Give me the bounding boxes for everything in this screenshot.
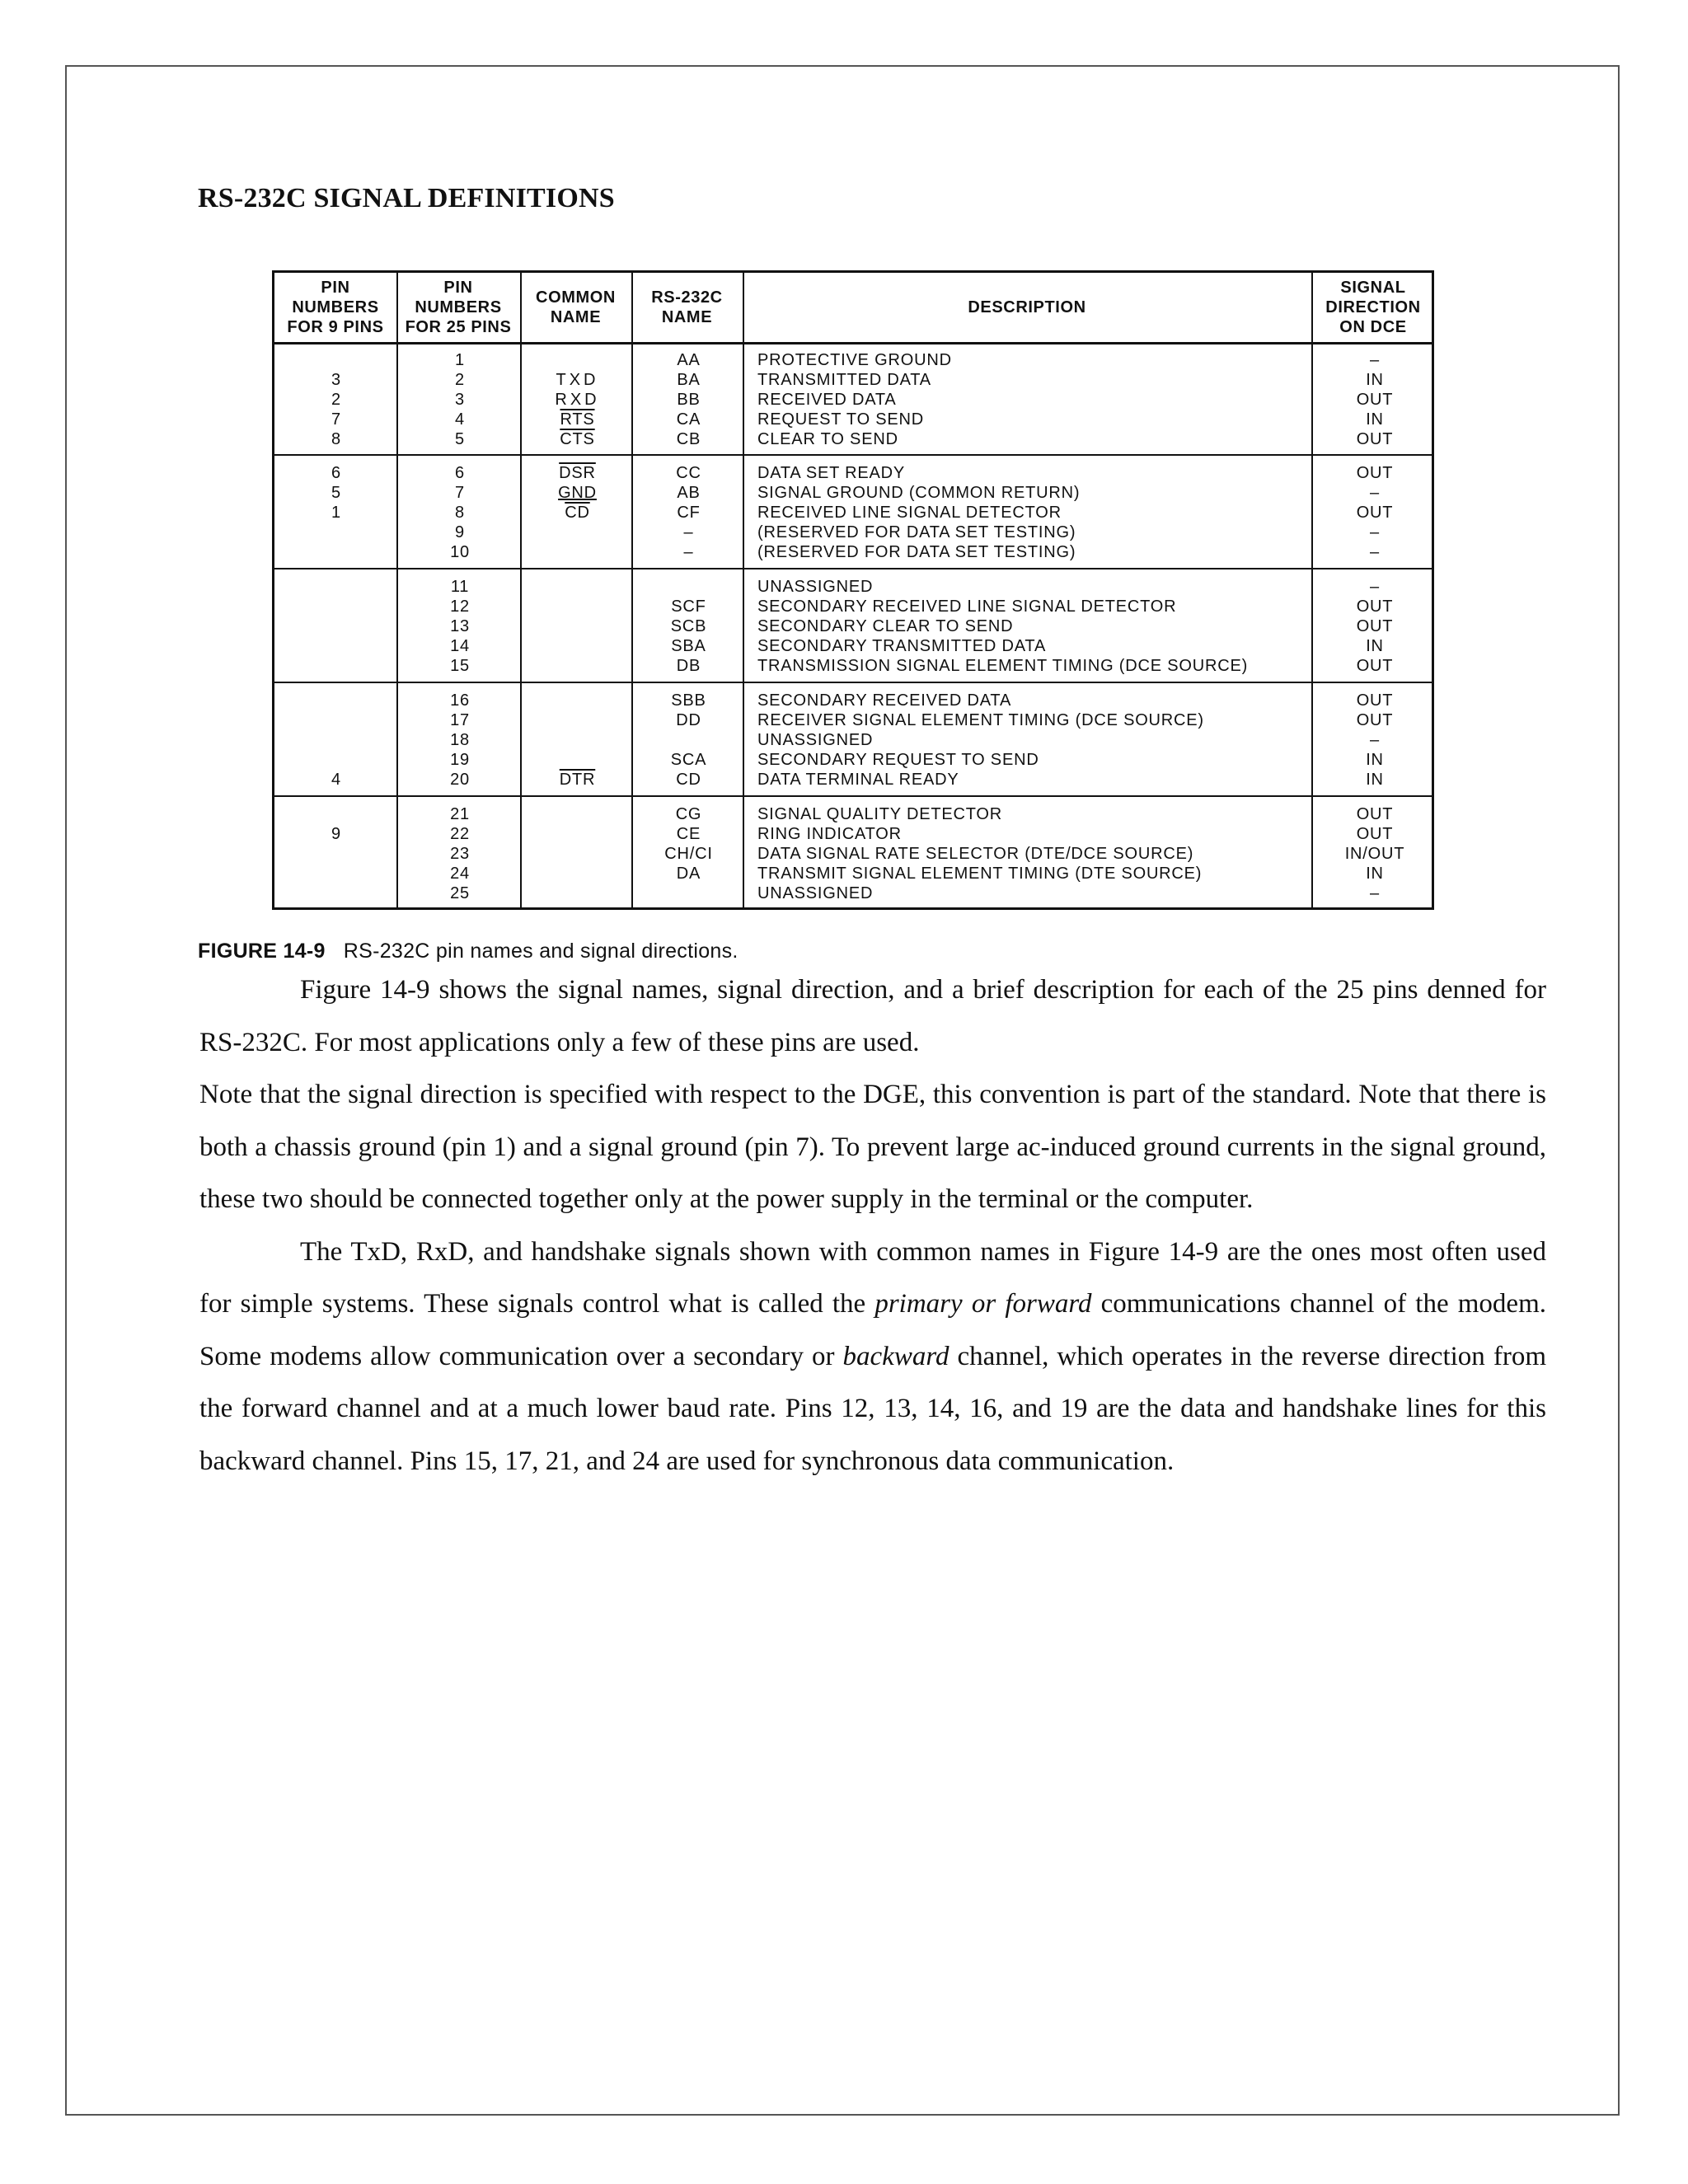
description-cell: (RESERVED FOR DATA SET TESTING) — [757, 543, 1076, 561]
group-divider — [274, 568, 1432, 569]
pin-9-cell — [274, 636, 398, 656]
table-row — [274, 410, 1432, 429]
pin-25-cell: 25 — [450, 884, 470, 902]
table-row — [274, 577, 1432, 597]
description-cell: (RESERVED FOR DATA SET TESTING) — [757, 523, 1076, 541]
direction-cell: OUT — [1356, 825, 1394, 843]
common-name-cell — [522, 730, 633, 750]
rs232c-name-cell: DA — [676, 865, 701, 883]
pin-9-cell — [274, 844, 398, 864]
pin-25-cell: 11 — [450, 578, 470, 596]
direction-cell: OUT — [1356, 657, 1394, 675]
description-cell: SECONDARY TRANSMITTED DATA — [757, 637, 1047, 655]
table-row — [274, 691, 1432, 710]
rs232c-name-cell: DB — [676, 657, 701, 675]
paragraph-3-part: The TxD, RxD, and handshake signals shown with common names in Figure 14-9 are the ones most often used for simple systems. These signals control what is called the — [199, 1236, 1546, 1319]
description-cell: SECONDARY REQUEST TO SEND — [757, 751, 1039, 769]
table-row — [274, 864, 1432, 883]
common-name-cell — [522, 824, 633, 844]
rs232c-name-cell: AA — [677, 351, 701, 369]
pin-9-cell — [274, 656, 398, 676]
common-name-cell — [522, 597, 633, 616]
common-name-cell: TXD — [556, 371, 599, 389]
rs232c-name-cell — [633, 577, 744, 597]
common-name-cell — [522, 636, 633, 656]
common-name-cell — [522, 616, 633, 636]
pin-9-cell: 8 — [331, 430, 341, 448]
pin-9-cell — [274, 350, 398, 370]
common-name-cell — [522, 577, 633, 597]
direction-cell: IN — [1366, 865, 1384, 883]
pin-9-cell — [274, 616, 398, 636]
table-row — [274, 463, 1432, 483]
table-row — [274, 390, 1432, 410]
table-row — [274, 824, 1432, 844]
description-cell: SIGNAL QUALITY DETECTOR — [757, 805, 1002, 823]
description-cell: TRANSMIT SIGNAL ELEMENT TIMING (DTE SOURCE) — [757, 865, 1203, 883]
header-pin9: PIN NUMBERS FOR 9 PINS — [287, 279, 384, 336]
description-cell: RECEIVER SIGNAL ELEMENT TIMING (DCE SOURCE) — [757, 711, 1204, 729]
group-divider — [274, 454, 1432, 456]
table-row — [274, 804, 1432, 824]
pin-9-cell — [274, 577, 398, 597]
description-cell: PROTECTIVE GROUND — [757, 351, 952, 369]
table-row — [274, 542, 1432, 562]
common-name-cell: $\overline{DSR}$ — [559, 464, 596, 482]
rs232c-name-cell — [633, 883, 744, 903]
description-cell: RECEIVED LINE SIGNAL DETECTOR — [757, 504, 1062, 522]
pin-9-cell: 9 — [331, 825, 341, 843]
table-row — [274, 770, 1432, 790]
rs232c-name-cell: SCA — [670, 751, 707, 769]
header-pin25: PIN NUMBERS FOR 25 PINS — [405, 279, 512, 336]
common-name-cell — [522, 804, 633, 824]
direction-cell: OUT — [1356, 617, 1394, 635]
rs232c-name-cell: CF — [677, 504, 701, 522]
description-cell: RING INDICATOR — [757, 825, 902, 843]
direction-cell: IN/OUT — [1344, 845, 1405, 863]
pin-9-cell: 5 — [331, 484, 341, 502]
table-row — [274, 483, 1432, 503]
common-name-cell — [522, 710, 633, 730]
pin-9-cell: 3 — [331, 371, 341, 389]
group-divider — [274, 795, 1432, 797]
common-name-cell — [522, 864, 633, 883]
description-cell: DATA SET READY — [757, 464, 906, 482]
pin-9-cell: 1 — [331, 504, 341, 522]
rs232c-name-cell: BB — [677, 391, 701, 409]
header-description: DESCRIPTION — [968, 298, 1086, 316]
table-row — [274, 636, 1432, 656]
direction-cell: IN — [1366, 371, 1384, 389]
pin-9-cell: 2 — [331, 391, 341, 409]
pin-9-cell: 7 — [331, 410, 341, 429]
rs232c-name-cell: CH/CI — [664, 845, 713, 863]
pin-25-cell: 3 — [455, 391, 465, 409]
pin-9-cell — [274, 710, 398, 730]
paragraph-3-part: communications channel of the modem. Some modems allow communication over a secondary or — [199, 1289, 1546, 1371]
pin-25-cell: 14 — [450, 637, 470, 655]
direction-cell: – — [1370, 578, 1380, 596]
pin-9-cell — [274, 883, 398, 903]
common-name-cell: $\overline{CTS}$ — [560, 430, 595, 448]
common-name-cell: GND — [558, 484, 597, 502]
rs232c-name-cell: CC — [676, 464, 701, 482]
pin-9-cell: 6 — [331, 464, 341, 482]
direction-cell: OUT — [1356, 711, 1394, 729]
table-row — [274, 616, 1432, 636]
direction-cell: – — [1370, 351, 1380, 369]
description-cell: REQUEST TO SEND — [757, 410, 925, 429]
rs232c-name-cell: SBB — [671, 691, 706, 710]
rs232c-name-cell: AB — [677, 484, 701, 502]
table-row — [274, 710, 1432, 730]
direction-cell: – — [1370, 884, 1380, 902]
pin-25-cell: 13 — [450, 617, 470, 635]
common-name-cell: $\overline{DTR}$ — [559, 771, 596, 789]
direction-cell: – — [1370, 543, 1380, 561]
rs232c-name-cell: – — [683, 523, 694, 541]
rs232c-name-cell: SCB — [670, 617, 707, 635]
pin-25-cell: 5 — [455, 430, 465, 448]
table-row — [274, 523, 1432, 542]
rs232c-name-cell: CE — [676, 825, 701, 843]
rs232c-name-cell: SBA — [671, 637, 706, 655]
direction-cell: OUT — [1356, 464, 1394, 482]
table-row — [274, 656, 1432, 676]
pin-25-cell: 8 — [455, 504, 465, 522]
pin-9-cell: 4 — [331, 771, 341, 789]
description-cell: SECONDARY RECEIVED LINE SIGNAL DETECTOR — [757, 598, 1177, 616]
pin-25-cell: 19 — [450, 751, 470, 769]
common-name-cell: $\overline{CD}$ — [565, 504, 590, 522]
common-name-cell — [522, 691, 633, 710]
common-name-cell — [522, 542, 633, 562]
rs232c-name-cell: CB — [676, 430, 701, 448]
common-name-cell — [522, 883, 633, 903]
common-name-cell — [522, 656, 633, 676]
pin-25-cell: 23 — [450, 845, 470, 863]
description-cell: UNASSIGNED — [757, 884, 874, 902]
body-text — [199, 964, 1546, 1488]
direction-cell: OUT — [1356, 691, 1394, 710]
description-cell: TRANSMISSION SIGNAL ELEMENT TIMING (DCE SOURCE) — [757, 657, 1249, 675]
figure-caption-text: RS-232C pin names and signal directions. — [343, 940, 738, 963]
pin-25-cell: 12 — [450, 598, 470, 616]
pin-9-cell — [274, 523, 398, 542]
direction-cell: OUT — [1356, 391, 1394, 409]
group-divider — [274, 682, 1432, 683]
header-divider — [274, 342, 1432, 344]
table-row — [274, 503, 1432, 523]
emphasis-backward: backward — [842, 1341, 950, 1371]
pin-25-cell: 1 — [455, 351, 465, 369]
paragraph-1: Figure 14-9 shows the signal names, signal direction, and a brief description for each of the 25 pins denned for RS-232C. For most applications only a few of these pins are used. — [199, 975, 1546, 1057]
pin-25-cell: 7 — [455, 484, 465, 502]
common-name-cell — [522, 523, 633, 542]
table-row — [274, 730, 1432, 750]
direction-cell: – — [1370, 523, 1380, 541]
description-cell: SIGNAL GROUND (COMMON RETURN) — [757, 484, 1081, 502]
common-name-cell — [522, 750, 633, 770]
pin-25-cell: 24 — [450, 865, 470, 883]
common-name-cell: $\overline{RTS}$ — [560, 410, 595, 429]
pin-25-cell: 15 — [450, 657, 470, 675]
direction-cell: OUT — [1356, 598, 1394, 616]
table-row — [274, 844, 1432, 864]
direction-cell: – — [1370, 484, 1380, 502]
description-cell: DATA SIGNAL RATE SELECTOR (DTE/DCE SOURCE) — [757, 845, 1194, 863]
paragraph-2: Note that the signal direction is specified with respect to the DGE, this convention is part of the standard. Note that there is both a chassis ground (pin 1) and a signal ground (pin 7). To prevent large ac-induced ground currents in the signal ground, these two should be connected together only at the power supply in the terminal or the computer. — [199, 1080, 1546, 1214]
paragraph-3 — [199, 1226, 1546, 1488]
header-direction: SIGNAL DIRECTION ON DCE — [1325, 279, 1421, 336]
rs232c-name-cell: BA — [677, 371, 701, 389]
table-row — [274, 597, 1432, 616]
pin-9-cell — [274, 730, 398, 750]
pin-25-cell: 22 — [450, 825, 470, 843]
figure-label: FIGURE 14-9 — [198, 940, 326, 963]
direction-cell: IN — [1366, 771, 1384, 789]
direction-cell: OUT — [1356, 504, 1394, 522]
description-cell: RECEIVED DATA — [757, 391, 897, 409]
direction-cell: – — [1370, 731, 1380, 749]
description-cell: CLEAR TO SEND — [757, 430, 898, 448]
emphasis-primary-forward: primary or forward — [874, 1289, 1092, 1319]
rs232c-name-cell: CA — [676, 410, 701, 429]
pin-25-cell: 18 — [450, 731, 470, 749]
common-name-cell: RXD — [555, 391, 600, 409]
pin-25-cell: 9 — [455, 523, 465, 541]
description-cell: SECONDARY RECEIVED DATA — [757, 691, 1012, 710]
pin-25-cell: 21 — [450, 805, 470, 823]
direction-cell: IN — [1366, 751, 1384, 769]
pin-9-cell — [274, 542, 398, 562]
signal-table — [272, 270, 1434, 910]
table-row — [274, 370, 1432, 390]
header-common-name: COMMON NAME — [536, 288, 616, 326]
rs232c-name-cell: – — [683, 543, 694, 561]
rs232c-name-cell: CG — [675, 805, 702, 823]
pin-25-cell: 10 — [450, 543, 470, 561]
direction-cell: IN — [1366, 410, 1384, 429]
direction-cell: IN — [1366, 637, 1384, 655]
description-cell: UNASSIGNED — [757, 578, 874, 596]
pin-9-cell — [274, 750, 398, 770]
rs232c-name-cell: SCF — [671, 598, 706, 616]
table-row — [274, 429, 1432, 449]
pin-25-cell: 4 — [455, 410, 465, 429]
rs232c-name-cell: CD — [676, 771, 701, 789]
pin-25-cell: 2 — [455, 371, 465, 389]
rs232c-name-cell — [633, 730, 744, 750]
pin-25-cell: 17 — [450, 711, 470, 729]
pin-25-cell: 16 — [450, 691, 470, 710]
description-cell: DATA TERMINAL READY — [757, 771, 959, 789]
paragraph-3-part: channel, which operates in the reverse direction from the forward channel and at a much lower baud rate. Pins 12, 13, 14, 16, and 19 are the data and handshake lines for this backward channel. Pins 15, 17, 21, and 24 are used for synchronous data communication. — [199, 1341, 1546, 1476]
pin-9-cell — [274, 864, 398, 883]
table-row — [274, 883, 1432, 903]
direction-cell: OUT — [1356, 430, 1394, 448]
figure-caption — [198, 940, 738, 963]
description-cell: TRANSMITTED DATA — [757, 371, 931, 389]
table-row — [274, 750, 1432, 770]
common-name-cell — [522, 844, 633, 864]
page-title: RS-232C SIGNAL DEFINITIONS — [198, 183, 615, 213]
direction-cell: OUT — [1356, 805, 1394, 823]
table-row — [274, 350, 1432, 370]
rs232c-name-cell: DD — [676, 711, 701, 729]
pin-25-cell: 20 — [450, 771, 470, 789]
pin-25-cell: 6 — [455, 464, 465, 482]
pin-9-cell — [274, 691, 398, 710]
description-cell: SECONDARY CLEAR TO SEND — [757, 617, 1014, 635]
common-name-cell — [522, 350, 633, 370]
pin-9-cell — [274, 597, 398, 616]
pin-9-cell — [274, 804, 398, 824]
description-cell: UNASSIGNED — [757, 731, 874, 749]
header-rs232c-name: RS-232C NAME — [651, 288, 723, 326]
